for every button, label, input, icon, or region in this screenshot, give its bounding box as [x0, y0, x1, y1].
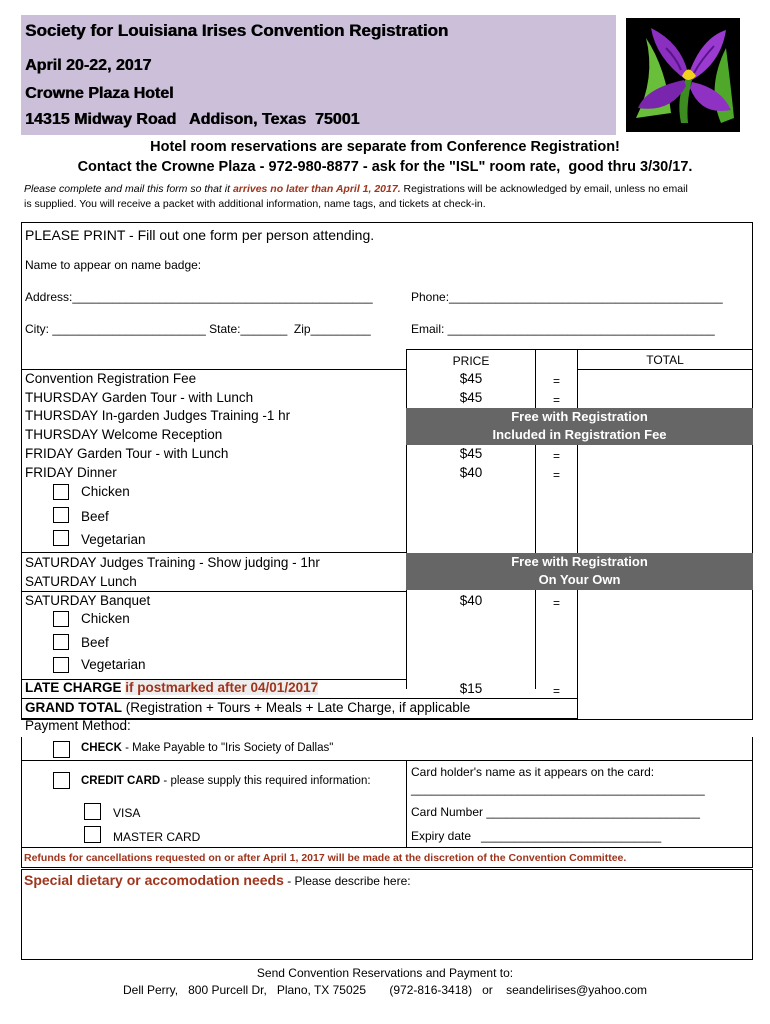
sat-chicken-checkbox[interactable] — [53, 611, 69, 627]
free-band-1-line1: Free with Registration — [511, 409, 648, 424]
check-payment-checkbox[interactable] — [53, 741, 70, 758]
row-thu-judges-training: THURSDAY In-garden Judges Training -1 hr — [25, 408, 291, 423]
fri-vegetarian-checkbox[interactable] — [53, 530, 69, 546]
free-band-2-line2: On Your Own — [538, 572, 621, 587]
check-payment-text — [81, 742, 333, 754]
fri-chicken-label: Chicken — [81, 484, 130, 499]
grand-top-rule — [21, 698, 578, 699]
late-charge-detail: if postmarked after 04/01/2017 — [125, 680, 319, 695]
row-late-charge — [25, 680, 318, 695]
instructions-line2: is supplied. You will receive a packet with additional information, name tags, and tickets at check-in. — [24, 198, 486, 210]
visa-label: VISA — [113, 806, 141, 820]
fri-vegetarian-label: Vegetarian — [81, 532, 146, 547]
row-registration-fee: Convention Registration Fee — [25, 371, 197, 386]
check-label: CHECK — [81, 742, 122, 754]
late-charge-label: LATE CHARGE — [25, 680, 126, 695]
price-fri-tour: $45 — [459, 446, 483, 461]
badge-name-field[interactable]: Name to appear on name badge: — [25, 258, 202, 272]
card-holder-field[interactable]: ____________________________________________ — [411, 782, 705, 796]
instructions-line1 — [24, 182, 688, 197]
free-registration-band-2 — [406, 553, 753, 590]
grand-total-detail: (Registration + Tours + Meals + Late Charge, if applicable — [122, 700, 471, 715]
total-header: TOTAL — [646, 353, 684, 367]
print-heading — [25, 227, 374, 243]
instructions-text: Please complete and mail this form so that it — [24, 183, 233, 195]
hotel-name: Crowne Plaza Hotel — [25, 85, 174, 102]
credit-label: CREDIT CARD — [81, 775, 161, 787]
saturday-top-rule — [21, 552, 407, 553]
check-row-rule — [21, 760, 753, 761]
free-band-1-line2: Included in Registration Fee — [492, 427, 667, 442]
price-thu-tour: $45 — [459, 390, 483, 405]
price-header: PRICE — [452, 354, 490, 368]
hotel-notice: Hotel room reservations are separate from Conference Registration! — [150, 139, 620, 155]
price-late-charge: $15 — [459, 681, 483, 696]
city-state-zip-field[interactable]: City: _______________________ State:_______ Zip_________ — [25, 322, 371, 336]
deadline-text: arrives no later than April 1, 2017. — [232, 183, 401, 195]
rows-top-rule — [21, 369, 407, 370]
footer-address: Dell Perry, 800 Purcell Dr, Plano, TX 75025 (972-816-3418) or seandelirises@yahoo.com — [123, 983, 647, 997]
fri-beef-label: Beef — [81, 509, 109, 524]
row-sat-judges-training: SATURDAY Judges Training - Show judging - 1hr — [25, 555, 320, 570]
sat-chicken-label: Chicken — [81, 611, 130, 626]
free-registration-band-1 — [406, 408, 753, 445]
price-fri-dinner: $40 — [459, 465, 483, 480]
event-dates: April 20-22, 2017 — [25, 57, 152, 74]
mastercard-label: MASTER CARD — [113, 830, 201, 844]
expiry-date-field[interactable]: Expiry date ___________________________ — [411, 829, 662, 843]
sat-vegetarian-label: Vegetarian — [81, 657, 146, 672]
card-number-field[interactable]: Card Number ________________________________ — [411, 805, 700, 819]
phone-field[interactable]: Phone:_________________________________________ — [411, 290, 723, 304]
sat-beef-checkbox[interactable] — [53, 634, 69, 650]
address-field[interactable]: Address:_____________________________________________ — [25, 290, 373, 304]
row-fri-garden-tour: FRIDAY Garden Tour - with Lunch — [25, 446, 229, 461]
email-field[interactable]: Email: ________________________________________ — [411, 322, 715, 336]
price-registration: $45 — [459, 371, 483, 386]
iris-flower-logo — [626, 18, 740, 132]
payment-divider — [406, 761, 407, 848]
banquet-top-rule — [21, 591, 407, 592]
equals-thu-tour: = — [552, 393, 560, 407]
grand-total-label: GRAND TOTAL — [25, 700, 122, 715]
equals-fri-dinner: = — [552, 468, 560, 482]
row-fri-dinner: FRIDAY Dinner — [25, 465, 117, 480]
print-subtitle: - Fill out one form per person attending. — [125, 227, 375, 243]
table-top-rule — [406, 349, 753, 350]
equals-banquet: = — [552, 596, 560, 610]
sat-vegetarian-checkbox[interactable] — [53, 657, 69, 673]
equals-registration: = — [552, 374, 560, 388]
free-band-2-line1: Free with Registration — [511, 554, 648, 569]
sat-beef-label: Beef — [81, 635, 109, 650]
form-title: Society for Louisiana Irises Convention Registration — [25, 21, 449, 40]
credit-card-text — [81, 775, 371, 787]
special-needs-heading — [24, 872, 411, 890]
row-grand-total — [25, 700, 470, 715]
special-needs-detail: - Please describe here: — [283, 874, 411, 888]
special-needs-label: Special dietary or accomodation needs — [24, 872, 284, 888]
visa-checkbox[interactable] — [84, 803, 101, 820]
refund-policy: Refunds for cancellations requested on or after April 1, 2017 will be made at the discretion of the Convention Committee. — [24, 852, 627, 864]
mastercard-checkbox[interactable] — [84, 826, 101, 843]
print-title: PLEASE PRINT — [25, 227, 126, 243]
row-sat-lunch: SATURDAY Lunch — [25, 574, 137, 589]
equals-late-charge: = — [552, 684, 560, 698]
total-header-rule — [577, 369, 753, 370]
credit-card-checkbox[interactable] — [53, 772, 70, 789]
row-thu-reception: THURSDAY Welcome Reception — [25, 427, 223, 442]
fri-chicken-checkbox[interactable] — [53, 484, 69, 500]
row-thu-garden-tour: THURSDAY Garden Tour - with Lunch — [25, 390, 254, 405]
credit-detail: - please supply this required information: — [160, 775, 371, 787]
hotel-address: 14315 Midway Road Addison, Texas 75001 — [25, 111, 360, 128]
fri-beef-checkbox[interactable] — [53, 507, 69, 523]
hotel-contact: Contact the Crowne Plaza - 972-980-8877 - ask for the "ISL" room rate, good thru 3/30/17. — [77, 159, 693, 175]
payment-method-label: Payment Method: — [25, 718, 131, 733]
equals-fri-tour: = — [552, 449, 560, 463]
price-banquet: $40 — [459, 593, 483, 608]
check-detail: - Make Payable to "Iris Society of Dallas" — [121, 742, 334, 754]
footer-send-to: Send Convention Reservations and Payment to: — [256, 966, 514, 980]
card-holder-label: Card holder's name as it appears on the card: — [411, 765, 655, 779]
row-sat-banquet: SATURDAY Banquet — [25, 593, 151, 608]
instructions-text-2: Registrations will be acknowledged by email, unless no email — [400, 183, 688, 195]
